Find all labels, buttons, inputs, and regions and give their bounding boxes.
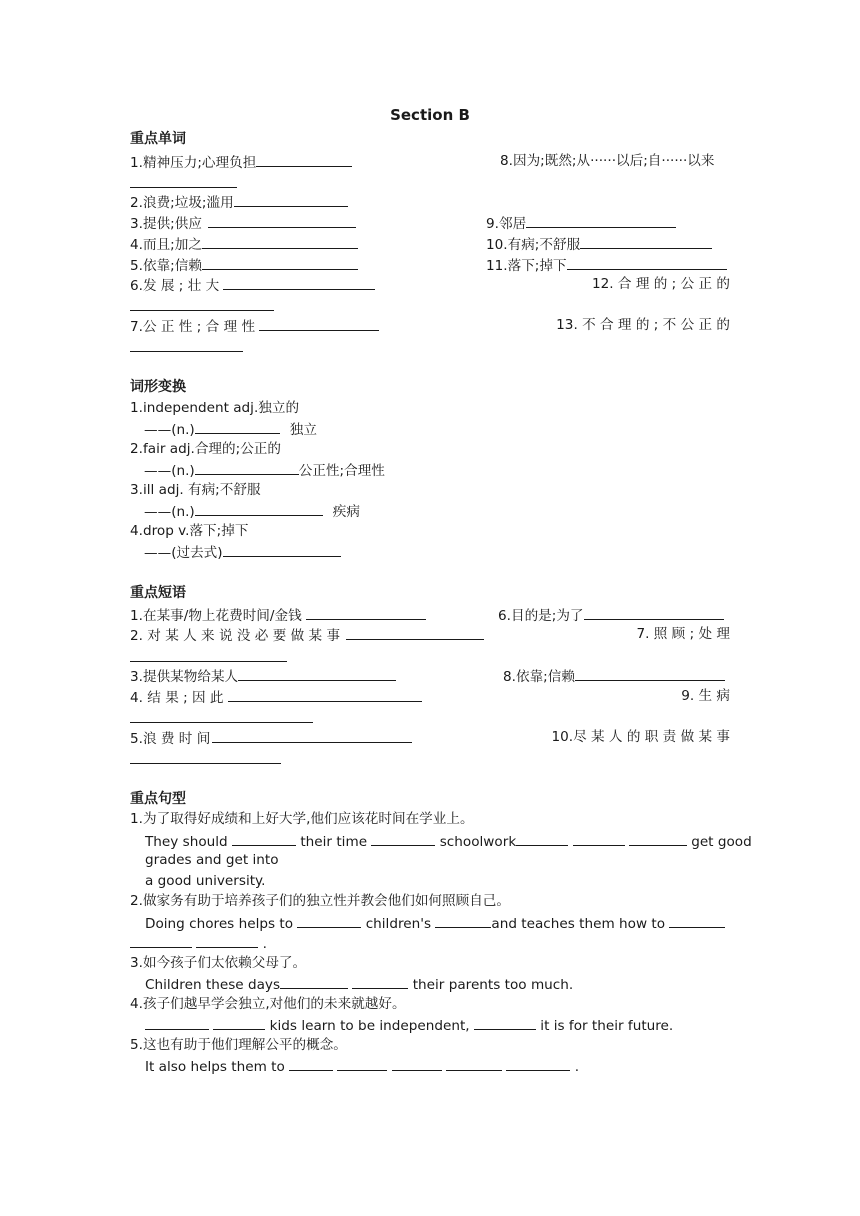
- answer-blank[interactable]: [195, 500, 323, 516]
- wordform-answer: ——(n.) 公正性;合理性: [144, 459, 385, 481]
- vocab-item: 2.浪费;垃圾;滥用: [130, 191, 348, 213]
- sentence-english: It also helps them to .: [145, 1055, 579, 1077]
- sentence-english: grades and get into: [145, 852, 279, 868]
- wordform-word: 2.fair adj.合理的;公正的: [130, 441, 281, 457]
- answer-blank[interactable]: [306, 604, 426, 620]
- phrase-item: 4. 结 果 ; 因 此: [130, 686, 422, 708]
- wordform-word: 3.ill adj. 有病;不舒服: [130, 482, 261, 498]
- wordforms-heading: 词形变换: [130, 379, 186, 395]
- answer-blank[interactable]: [212, 727, 412, 743]
- answer-blank[interactable]: [256, 151, 352, 167]
- answer-blank[interactable]: [202, 233, 358, 249]
- answer-blank[interactable]: [371, 830, 435, 846]
- phrase-item: 6.目的是;为了: [498, 604, 724, 626]
- answer-blank[interactable]: [474, 1014, 536, 1030]
- sentence-chinese: 1.为了取得好成绩和上好大学,他们应该花时间在学业上。: [130, 811, 474, 827]
- answer-blank[interactable]: [259, 315, 379, 331]
- answer-blank[interactable]: [629, 830, 687, 846]
- answer-blank[interactable]: [584, 604, 724, 620]
- vocab-item: 5.依靠;信赖: [130, 254, 358, 276]
- answer-blank[interactable]: [130, 932, 192, 948]
- answer-blank[interactable]: [195, 459, 299, 475]
- sentence-english: .: [130, 932, 267, 954]
- answer-blank[interactable]: [446, 1055, 502, 1071]
- sentences-heading: 重点句型: [130, 791, 186, 807]
- phrase-item: 8.依靠;信赖: [503, 665, 725, 687]
- sentence-english: kids learn to be independent, it is for their future.: [145, 1014, 673, 1036]
- answer-blank[interactable]: [130, 350, 243, 352]
- answer-blank[interactable]: [346, 624, 484, 640]
- phrase-item: 2. 对 某 人 来 说 没 必 要 做 某 事: [130, 624, 484, 646]
- answer-blank[interactable]: [352, 973, 408, 989]
- sentence-english: Doing chores helps to children's and teaches them how to: [145, 912, 725, 934]
- phrase-item: 7. 照 顾 ; 处 理: [636, 626, 730, 642]
- answer-blank[interactable]: [575, 665, 725, 681]
- answer-blank[interactable]: [130, 762, 281, 764]
- answer-blank[interactable]: [567, 254, 727, 270]
- answer-blank[interactable]: [223, 541, 341, 557]
- answer-blank[interactable]: [228, 686, 422, 702]
- sentence-chinese: 2.做家务有助于培养孩子们的独立性并教会他们如何照顾自己。: [130, 893, 510, 909]
- answer-blank[interactable]: [516, 830, 568, 846]
- phrase-item: 1.在某事/物上花费时间/金钱: [130, 604, 426, 626]
- answer-blank[interactable]: [506, 1055, 570, 1071]
- answer-blank[interactable]: [289, 1055, 333, 1071]
- answer-blank[interactable]: [195, 418, 280, 434]
- sentence-english: They should their time schoolwork get good: [145, 830, 752, 852]
- answer-blank[interactable]: [130, 186, 237, 188]
- phrase-item: 9. 生 病: [681, 688, 730, 704]
- answer-blank[interactable]: [234, 191, 348, 207]
- phrases-heading: 重点短语: [130, 585, 186, 601]
- answer-blank[interactable]: [202, 254, 358, 270]
- vocab-item: 10.有病;不舒服: [486, 233, 712, 255]
- vocab-item: 6.发 展 ; 壮 大: [130, 274, 375, 296]
- wordform-answer: ——(n.) 疾病: [144, 500, 360, 522]
- phrase-item: 3.提供某物给某人: [130, 665, 396, 687]
- answer-blank[interactable]: [580, 233, 712, 249]
- answer-blank[interactable]: [208, 212, 356, 228]
- vocab-item: 3.提供;供应: [130, 212, 356, 234]
- answer-blank[interactable]: [145, 1014, 209, 1030]
- answer-blank[interactable]: [130, 660, 287, 662]
- wordform-answer: ——(过去式): [144, 541, 341, 563]
- answer-blank[interactable]: [232, 830, 296, 846]
- answer-blank[interactable]: [130, 721, 313, 723]
- vocab-item: 9.邻居: [486, 212, 676, 234]
- vocab-item: 8.因为;既然;从······以后;自······以来: [500, 153, 715, 169]
- wordform-word: 1.independent adj.独立的: [130, 400, 300, 416]
- answer-blank[interactable]: [526, 212, 676, 228]
- vocab-item: 1.精神压力;心理负担: [130, 151, 352, 173]
- phrase-item: 10.尽 某 人 的 职 责 做 某 事: [551, 729, 730, 745]
- answer-blank[interactable]: [435, 912, 491, 928]
- vocab-item: 4.而且;加之: [130, 233, 358, 255]
- sentence-english: Children these days their parents too much.: [145, 973, 573, 995]
- sentence-chinese: 3.如今孩子们太依赖父母了。: [130, 955, 307, 971]
- answer-blank[interactable]: [130, 309, 274, 311]
- answer-blank[interactable]: [297, 912, 361, 928]
- vocab-item: 13. 不 合 理 的 ; 不 公 正 的: [556, 317, 730, 333]
- answer-blank[interactable]: [223, 274, 375, 290]
- wordform-answer: ——(n.) 独立: [144, 418, 317, 440]
- vocab-item: 12. 合 理 的 ; 公 正 的: [591, 276, 730, 292]
- wordform-word: 4.drop v.落下;掉下: [130, 523, 249, 539]
- vocab-heading: 重点单词: [130, 131, 186, 147]
- answer-blank[interactable]: [669, 912, 725, 928]
- answer-blank[interactable]: [392, 1055, 442, 1071]
- sentence-chinese: 4.孩子们越早学会独立,对他们的未来就越好。: [130, 996, 406, 1012]
- answer-blank[interactable]: [573, 830, 625, 846]
- page-title: Section B: [390, 106, 470, 124]
- answer-blank[interactable]: [337, 1055, 387, 1071]
- answer-blank[interactable]: [196, 932, 258, 948]
- answer-blank[interactable]: [280, 973, 348, 989]
- answer-blank[interactable]: [238, 665, 396, 681]
- vocab-item: 7.公 正 性 ; 合 理 性: [130, 315, 379, 337]
- sentence-english: a good university.: [145, 873, 266, 889]
- answer-blank[interactable]: [213, 1014, 265, 1030]
- sentence-chinese: 5.这也有助于他们理解公平的概念。: [130, 1037, 347, 1053]
- vocab-item: 11.落下;掉下: [486, 254, 727, 276]
- phrase-item: 5.浪 费 时 间: [130, 727, 412, 749]
